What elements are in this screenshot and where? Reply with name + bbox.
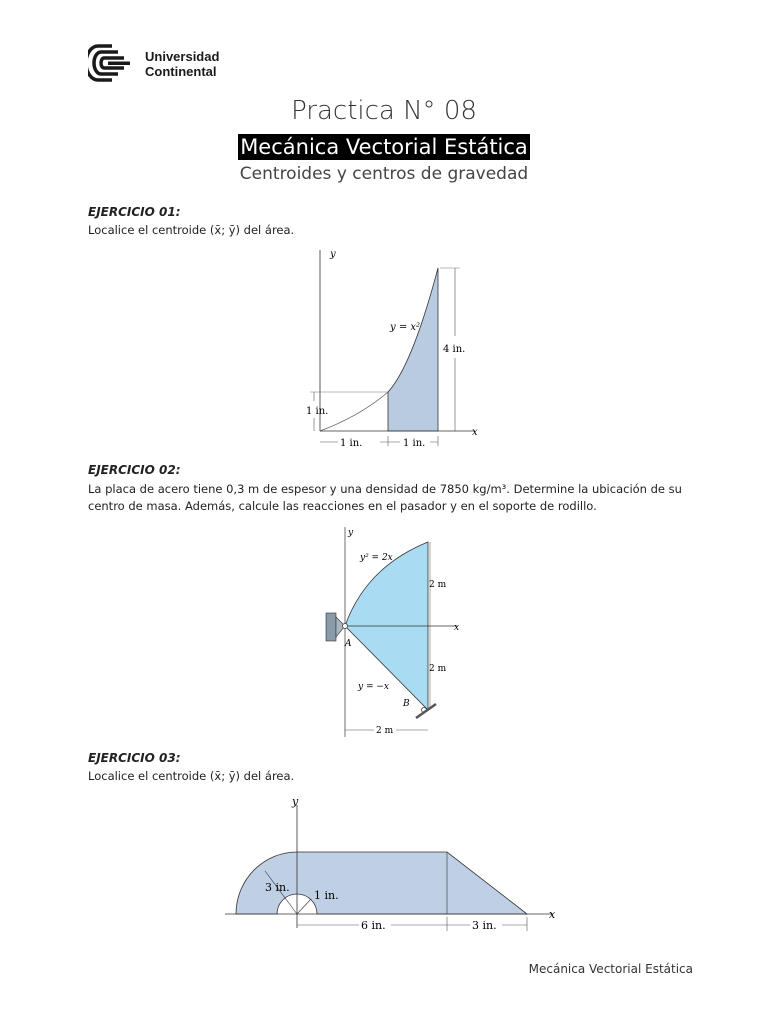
curve-label: y = x² (390, 322, 421, 333)
subject-banner (0, 134, 768, 160)
dim1-label: 6 in. (361, 919, 386, 932)
axis-y-label: y (330, 249, 336, 260)
axis-x-label: x (454, 623, 460, 633)
point-a-label: A (345, 639, 352, 649)
axis-x-label: x (549, 908, 556, 921)
subject-title: Mecánica Vectorial Estática (240, 135, 528, 159)
upper-curve-label: y² = 2x (360, 553, 393, 563)
exercise-3-figure (225, 793, 565, 938)
dim1-label: 1 in. (340, 438, 363, 449)
pin-a (343, 624, 348, 629)
curve-extension (320, 392, 388, 431)
page-footer: Mecánica Vectorial Estática (528, 962, 693, 976)
topic-subtitle: Centroides y centros de gravedad (239, 164, 529, 184)
inner-radius-line (297, 899, 311, 914)
inner-radius-label: 1 in. (314, 889, 339, 902)
dim2-label: 3 in. (472, 919, 497, 932)
height-label: 4 in. (443, 344, 466, 355)
axis-x-label: x (472, 427, 478, 438)
exercise-2-heading: EJERCICIO 02: (88, 463, 181, 477)
exercise-3-heading: EJERCICIO 03: (88, 751, 181, 765)
university-logo-icon (88, 44, 136, 82)
university-logo-text (145, 49, 219, 79)
point-b-label: B (403, 699, 410, 709)
dim2-label: 1 in. (403, 438, 426, 449)
pin-support-icon (326, 613, 336, 641)
left-height-label: 1 in. (306, 406, 329, 417)
page-title: Practica N° 08 (291, 96, 477, 126)
exercise-1-heading: EJERCICIO 01: (88, 205, 181, 219)
lower-height-label: 2 m (429, 664, 447, 674)
upper-height-label: 2 m (429, 580, 447, 590)
axis-y-label: y (348, 528, 354, 538)
exercise-2-figure (318, 527, 468, 742)
logo-line-2: Continental (145, 64, 217, 79)
exercise-3-text: Localice el centroide (x̄; ȳ) del área. (88, 769, 295, 783)
logo-line-1: Universidad (145, 49, 220, 64)
shaded-area (388, 268, 438, 431)
width-label: 2 m (376, 726, 394, 736)
exercise-1-figure (300, 246, 490, 456)
exercise-2-text: La placa de acero tiene 0,3 m de espesor y una densidad de 7850 kg/m³. Determine la ubicación de su centro de masa. Además, calcule las reacciones en el pasador y en el soporte de rodillo. (88, 482, 682, 513)
outer-radius-label: 3 in. (265, 881, 290, 894)
lower-curve-label: y = −x (358, 682, 389, 692)
axis-y-label: y (292, 795, 299, 808)
exercise-1-text: Localice el centroide (x̄; ȳ) del área. (88, 223, 295, 237)
